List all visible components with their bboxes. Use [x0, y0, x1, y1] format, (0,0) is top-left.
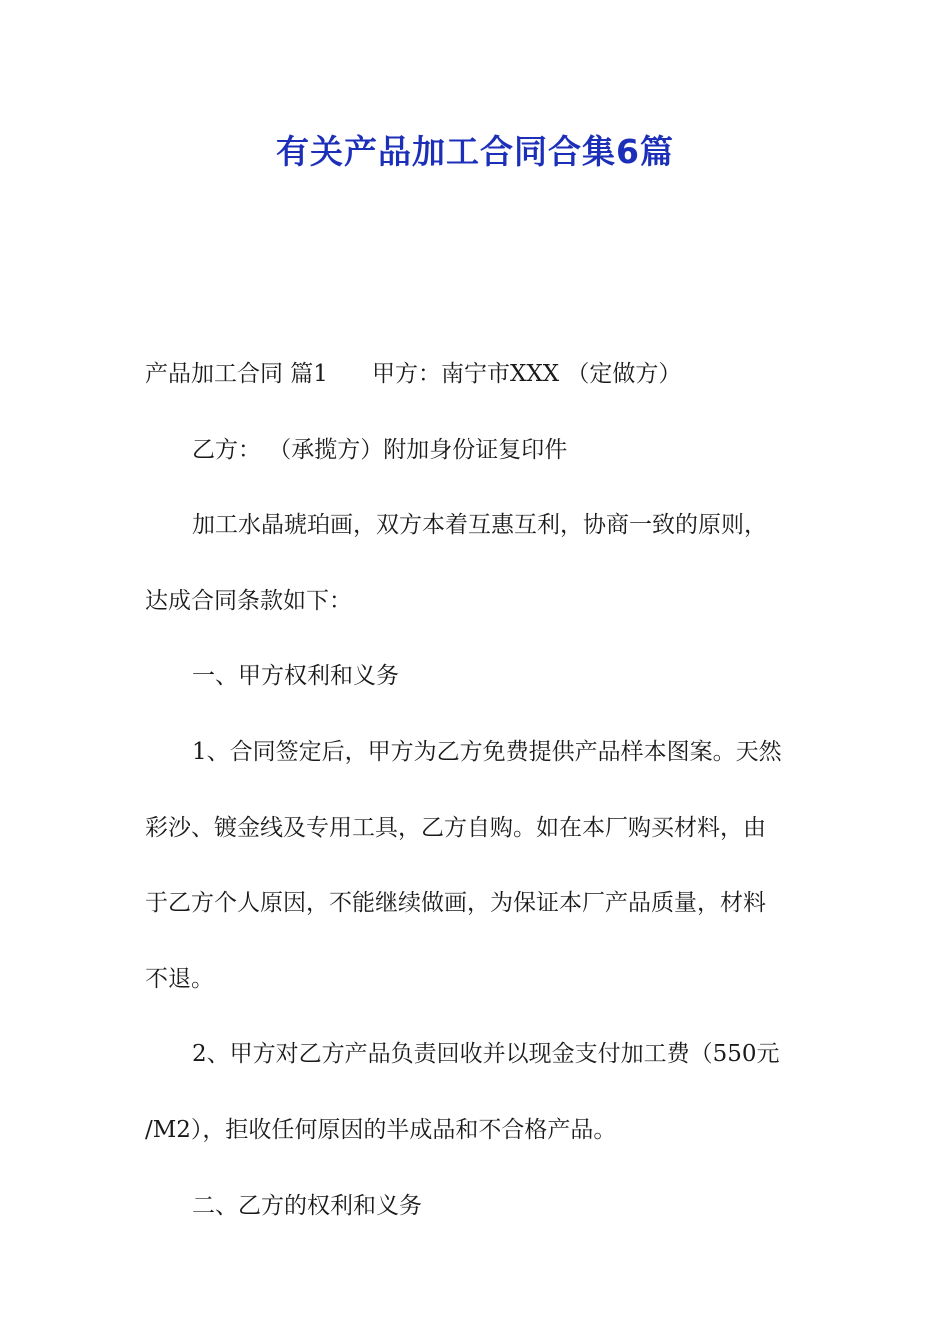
- clause2-line-1: 2、甲方对乙方产品负责回收并以现金支付加工费（550元: [192, 1041, 780, 1068]
- section2-heading: 二、乙方的权利和义务: [192, 1192, 422, 1219]
- part-title: 产品加工合同 篇1: [145, 361, 328, 387]
- party-a: 甲方：南宁市XXX （定做方）: [371, 361, 682, 387]
- clause1-line-3: 于乙方个人原因，不能继续做画，为保证本厂产品质量，材料: [145, 890, 766, 917]
- clause1-line-4: 不退。: [145, 965, 214, 992]
- intro-line-1: 加工水晶琥珀画，双方本着互惠互利，协商一致的原则，: [192, 512, 767, 539]
- intro-line-2: 达成合同条款如下：: [145, 587, 352, 614]
- clause2-line-2: /M2），拒收任何原因的半成品和不合格产品。: [145, 1116, 617, 1143]
- clause1-line-1: 1、合同签定后，甲方为乙方免费提供产品样本图案。天然: [192, 738, 782, 765]
- section1-heading: 一、甲方权利和义务: [192, 663, 399, 690]
- party-b: 乙方： （承揽方）附加身份证复印件: [192, 436, 568, 463]
- clause1-line-2: 彩沙、镀金线及专用工具，乙方自购。如在本厂购买材料，由: [145, 814, 766, 841]
- document-title: 有关产品加工合同合集6篇: [276, 132, 674, 171]
- contract-header-line: [145, 337, 810, 413]
- document-body: [145, 337, 810, 1244]
